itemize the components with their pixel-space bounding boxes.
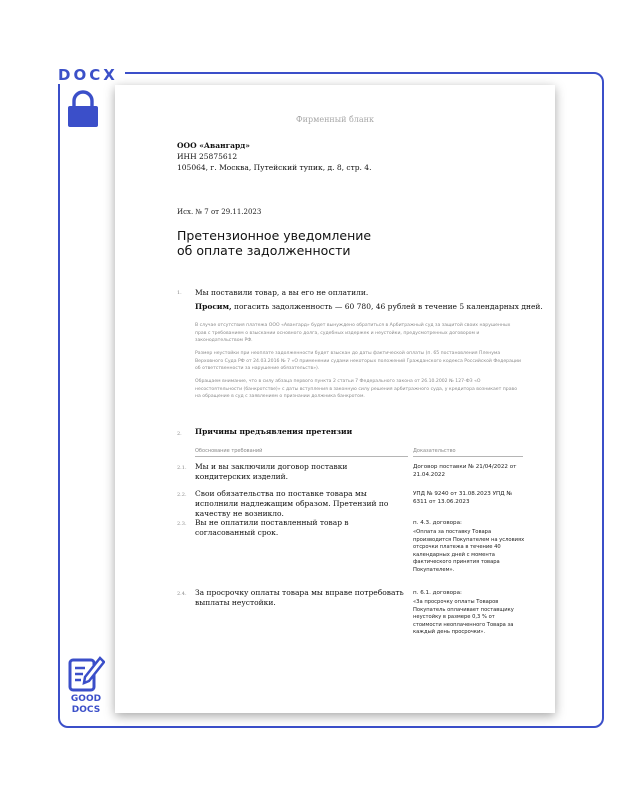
evidence-text: п. 6.1. договора:	[413, 590, 462, 596]
row-number: 2.2.	[177, 492, 187, 498]
contract-quote: «Оплата за поставку Товара производится Покупателем на условиях отсрочки платежа в течение 40 календарных дней с момента фактического принятия товара Покупателем».	[413, 529, 525, 573]
document-page	[115, 85, 555, 713]
header-divider	[413, 456, 523, 457]
section-1-number: 1.	[177, 290, 182, 296]
company-block	[177, 140, 371, 173]
paragraph-penalty: Размер неустойки при неоплате задолженности будет взыскан до даты фактической оплаты (п. 65 постановления Пленума Верховного Суда РФ от 24.03.2016 № 7 «О применении судами некоторых положений Гражданского кодекса Российской Федерации об ответственности за нарушение обязательств»).	[195, 351, 521, 371]
request-bold: Просим,	[195, 302, 232, 311]
logo-text-docs: DOCS	[71, 705, 101, 715]
company-address: 105064, г. Москва, Путейский тупик, д. 8, стр. 4.	[177, 163, 372, 172]
row-evidence	[413, 589, 525, 637]
contract-quote: «За просрочку оплаты Товаров Покупатель оплачивает поставщику неустойку в размере 0,3 % от стоимости неоплаченного Товара за каждый день просрочки».	[413, 599, 514, 635]
row-text: Вы не оплатили поставленный товар в согласованный срок.	[195, 518, 349, 537]
document-title	[177, 228, 371, 258]
row-number: 2.3.	[177, 521, 187, 527]
lock-icon	[66, 90, 100, 128]
column-header-evidence: Доказательство	[413, 448, 456, 454]
logo-text-good: GOOD	[70, 694, 102, 704]
company-inn: ИНН 25875612	[177, 152, 238, 161]
evidence-text: УПД № 9240 от 31.08.2023 УПД № 6311 от 13.06.2023	[413, 491, 513, 505]
row-text: Свои обязательства по поставке товара мы исполнили надлежащим образом. Претензий по качеству не возникло.	[195, 489, 389, 518]
evidence-text: Договор поставки № 21/04/2022 от 21.04.2022	[413, 464, 517, 478]
header-divider	[195, 456, 408, 457]
section-1-title: Мы поставили товар, а вы его не оплатили.	[195, 288, 369, 297]
row-evidence	[413, 463, 525, 479]
row-number: 2.1.	[177, 465, 187, 471]
column-header-grounds: Обоснование требований	[195, 448, 263, 454]
row-number: 2.4.	[177, 591, 187, 597]
company-name: ООО «Авангард»	[177, 141, 250, 150]
section-2-title: Причины предъявления претензии	[195, 427, 353, 436]
row-text: За просрочку оплаты товара мы вправе потребовать выплаты неустойки.	[195, 588, 404, 607]
edit-document-icon	[67, 655, 105, 693]
row-text: Мы и вы заключили договор поставки кондитерских изделий.	[195, 462, 348, 481]
good-docs-logo	[66, 655, 106, 715]
title-line-1: Претензионное уведомление	[177, 228, 372, 243]
payment-request	[195, 302, 543, 311]
outgoing-number: Исх. № 7 от 29.11.2023	[177, 208, 262, 216]
letterhead: Фирменный бланк	[296, 115, 374, 124]
paragraph-bankruptcy: Обращаем внимание, что в силу абзаца первого пункта 2 статьи 7 Федерального закона от 26.10.2002 № 127-ФЗ «О несостоятельности (банкротстве)» с даты вступления в законную силу решения арбитражного суда, у кредитора возникает право на обращение в суд с заявлением о признании должника банкротом.	[195, 379, 518, 399]
docx-label: DOCX	[58, 66, 118, 84]
title-line-2: об оплате задолженности	[177, 243, 351, 258]
row-evidence	[413, 490, 525, 506]
row-evidence	[413, 519, 525, 574]
section-2-number: 2.	[177, 431, 182, 437]
evidence-text: п. 4.3. договора:	[413, 520, 462, 526]
paragraph-court: В случае отсутствия платежа ООО «Авангард» будет вынуждено обратиться в Арбитражный суд за защитой своих нарушенных прав с требованием о взыскании основного долга, судебных издержек и неустойки, предусмотренных договором и законодательством РФ.	[195, 323, 511, 343]
request-text: погасить задолженность — 60 780, 46 рублей в течение 5 календарных дней.	[231, 302, 543, 311]
